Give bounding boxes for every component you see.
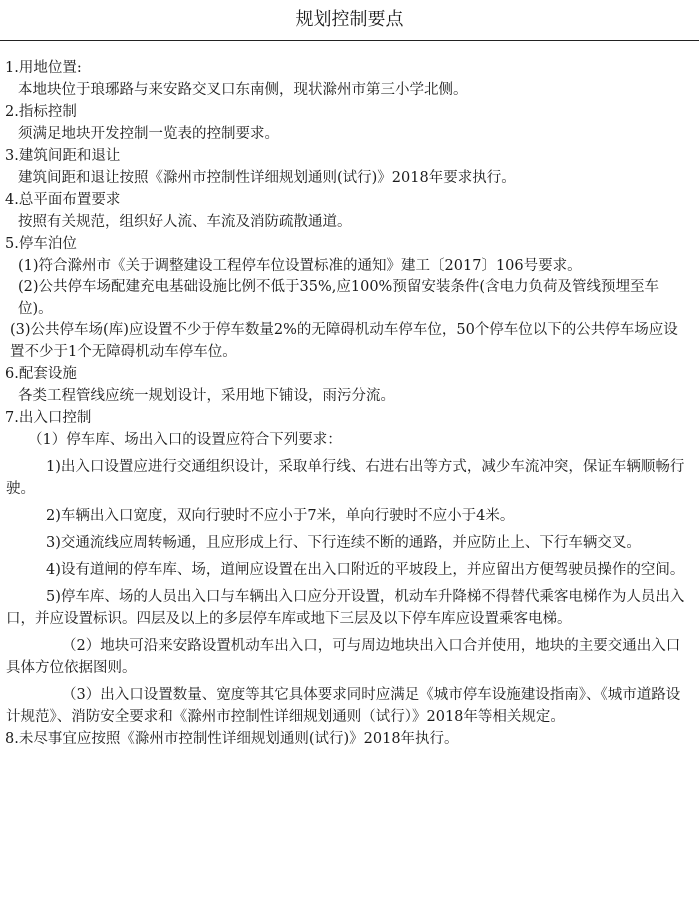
section-8-heading: 8.未尽事宜应按照《滁州市控制性详细规划通则(试行)》2018年执行。: [5, 731, 459, 747]
section-7-rule-3: 3)交通流线应周转畅通，且应形成上行、下行连续不断的通路，并应防止上、下行车辆交叉。: [46, 535, 641, 551]
section-5-item-2: (2)公共停车场配建充电基础设施比例不低于35%,应100%预留安装条件(含电力负荷及管线预埋至车位)。: [18, 279, 659, 317]
section-6-heading: 6.配套设施: [5, 366, 77, 382]
section-5-item-1: (1)符合滁州市《关于调整建设工程停车位设置标准的通知》建工〔2017〕106号要求。: [18, 257, 582, 274]
section-7-paragraph-2: （2）地块可沿来安路设置机动车出入口，可与周边地块出入口合并使用，地块的主要交通出入口具体方位依据图则。: [6, 638, 681, 676]
section-7-rule-5: 5)停车库、场的人员出入口与车辆出入口应分开设置，机动车升降梯不得替代乘客电梯作为人员出入口，并应设置标识。四层及以上的多层停车库或地下三层及以下停车库应设置乘客电梯。: [6, 589, 685, 627]
section-1-heading: 1.用地位置:: [5, 60, 82, 76]
section-7-heading: 7.出入口控制: [5, 410, 92, 426]
section-7-paragraph-3: （3）出入口设置数量、宽度等其它具体要求同时应满足《城市停车设施建设指南》、《城市道路设计规范》、消防安全要求和《滁州市控制性详细规划通则（试行）》2018年等相关规定。: [6, 687, 681, 725]
title-divider: [0, 40, 699, 41]
section-6-body: 各类工程管线应统一规划设计，采用地下铺设，雨污分流。: [18, 387, 395, 404]
section-2-body: 须满足地块开发控制一览表的控制要求。: [18, 125, 279, 142]
section-3-body: 建筑间距和退让按照《滁州市控制性详细规划通则(试行)》2018年要求执行。: [18, 169, 516, 186]
section-7-rule-4: 4)设有道闸的停车库、场，道闸应设置在出入口附近的平坡段上，并应留出方便驾驶员操作的空间。: [46, 562, 685, 578]
page-title: 规划控制要点: [295, 9, 404, 30]
section-5-heading: 5.停车泊位: [5, 236, 77, 252]
section-2-heading: 2.指标控制: [5, 104, 77, 120]
section-1-body: 本地块位于琅琊路与来安路交叉口东南侧，现状滁州市第三小学北侧。: [18, 81, 468, 98]
section-5-item-3: (3)公共停车场(库)应设置不少于停车数量2%的无障碍机动车停车位，50个停车位以下的公共停车场应设置不少于1个无障碍机动车停车位。: [10, 322, 678, 360]
document-body: [0, 58, 690, 751]
section-7-rule-1: 1)出入口设置应进行交通组织设计，采取单行线、右进右出等方式，减少车流冲突，保证车辆顺畅行驶。: [6, 459, 685, 497]
section-7-intro: （1）停车库、场出入口的设置应符合下列要求：: [28, 431, 342, 448]
section-4-body: 按照有关规范，组织好人流、车流及消防疏散通道。: [18, 213, 352, 230]
section-3-heading: 3.建筑间距和退让: [5, 148, 121, 164]
section-7-rule-2: 2)车辆出入口宽度，双向行驶时不应小于7米，单向行驶时不应小于4米。: [46, 508, 515, 524]
section-4-heading: 4.总平面布置要求: [5, 192, 121, 208]
